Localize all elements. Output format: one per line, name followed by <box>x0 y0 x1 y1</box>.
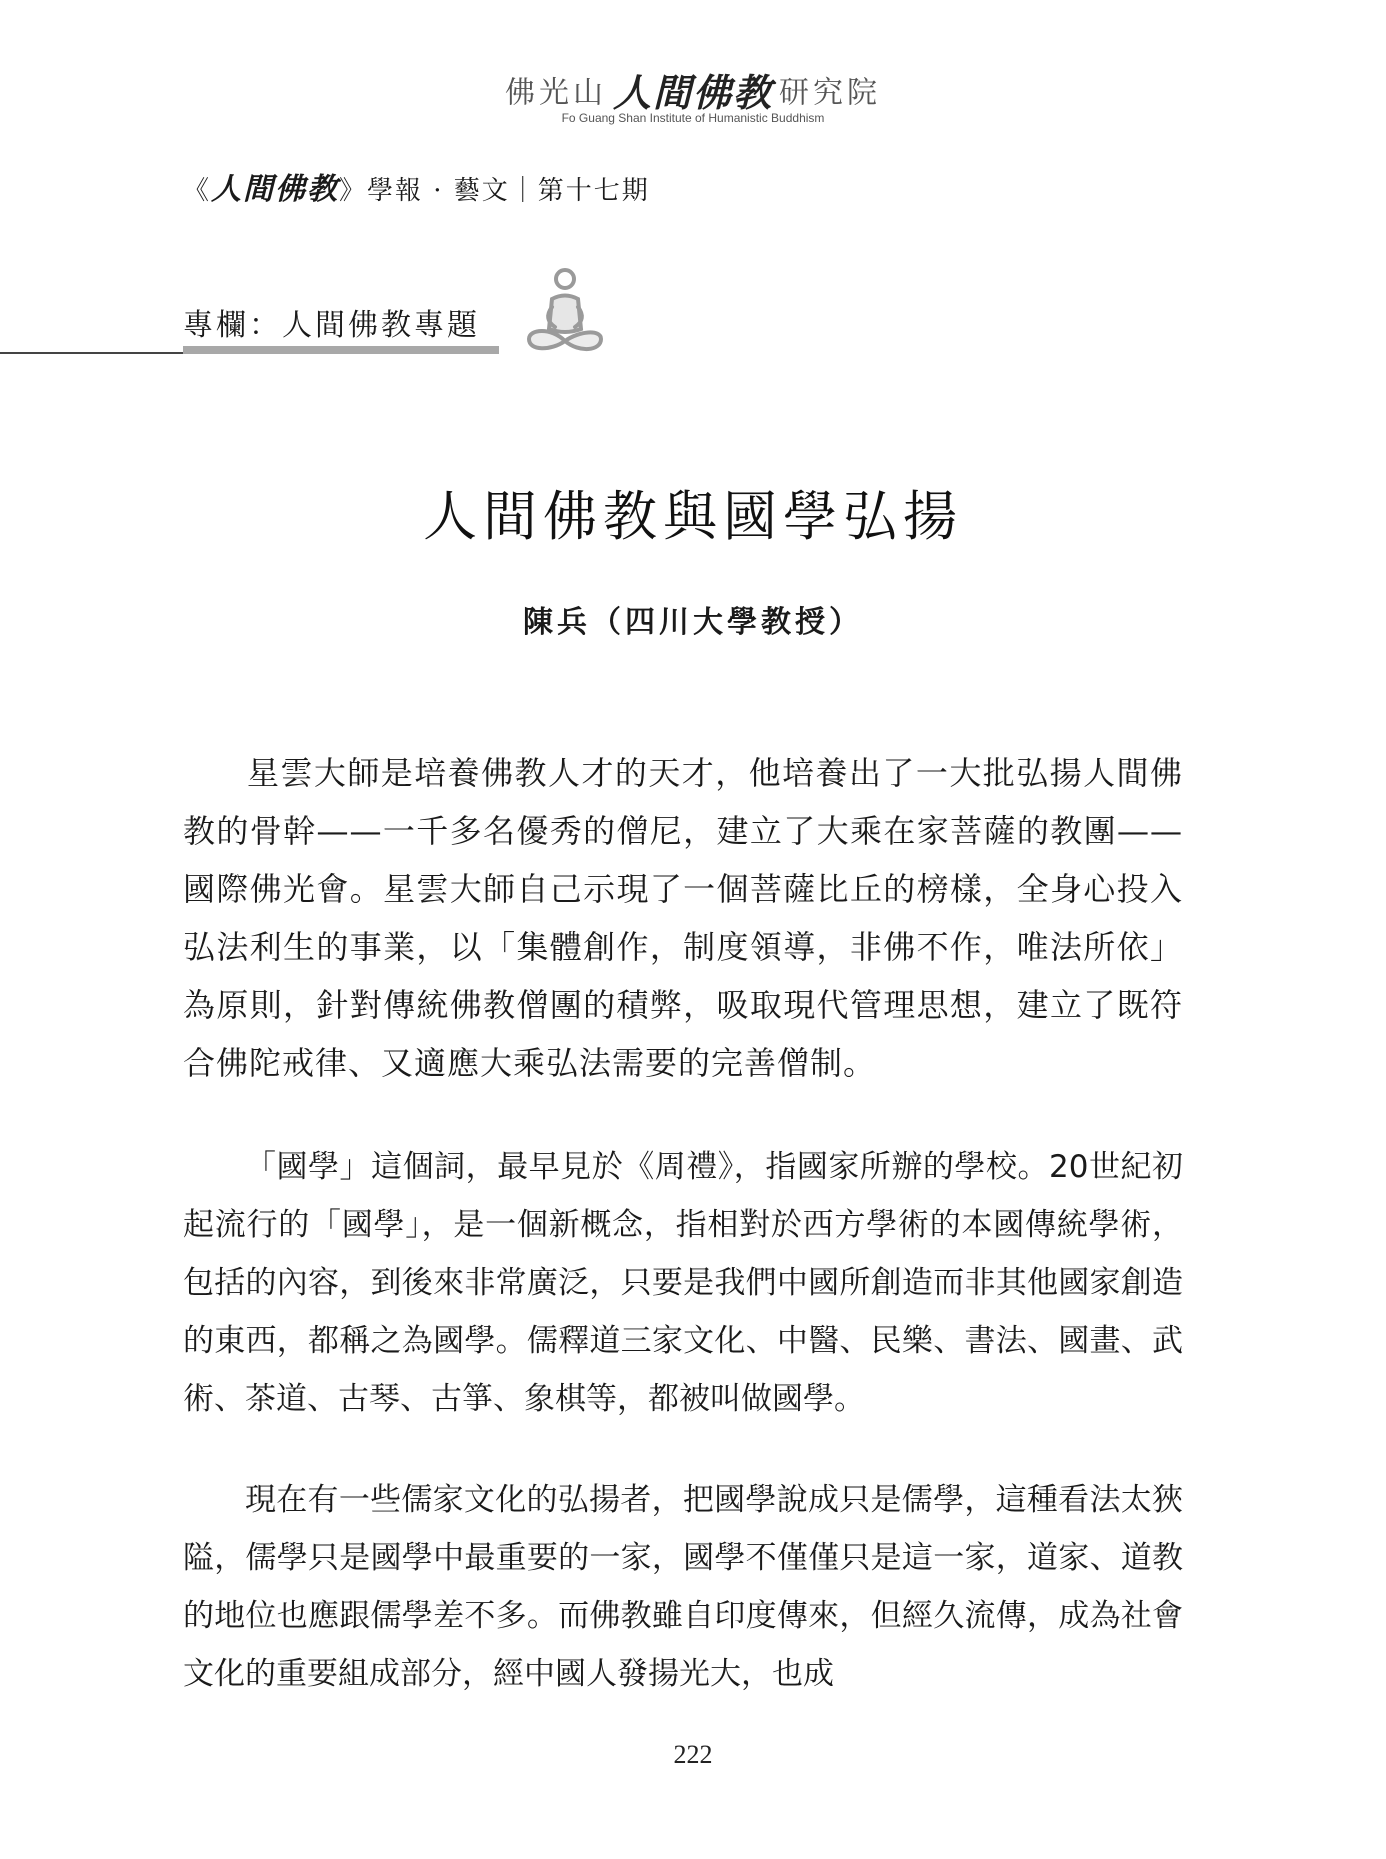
column-divider-line <box>0 352 185 354</box>
body-paragraph: 「國學」這個詞，最早見於《周禮》，指國家所辦的學校。20世紀初起流行的「國學」，是一個新概念，指相對於西方學術的本國傳統學術，包括的內容，到後來非常廣泛，只要是我們中國所創造而非其他國家創造的東西，都稱之為國學。儒釋道三家文化、中醫、民樂、書法、國畫、武術、茶道、古琴、古箏、象棋等，都被叫做國學。 <box>183 1149 1183 1417</box>
body-paragraph: 星雲大師是培養佛教人才的天才，他培養出了一大批弘揚人間佛教的骨幹——一千多名優秀的僧尼，建立了大乘在家菩薩的教團——國際佛光會。星雲大師自己示現了一個菩薩比丘的榜樣，全身心投入弘法利生的事業，以「集體創作，制度領導，非佛不作，唯法所依」為原則，針對傳統佛教僧團的積弊，吸取現代管理思想，建立了既符合佛陀戒律、又適應大乘弘法需要的完善僧制。 <box>183 754 1183 1082</box>
article-author: 陳兵（四川大學教授） <box>523 605 863 640</box>
journal-header <box>183 164 650 208</box>
article-title: 人間佛教與國學弘揚 <box>423 485 963 548</box>
page-number: 222 <box>673 1740 713 1769</box>
institute-name-right: 研究院 <box>779 75 881 111</box>
institute-name-left: 佛光山 <box>504 75 607 111</box>
column-underline-bar <box>183 346 499 354</box>
body-paragraph: 現在有一些儒家文化的弘揚者，把國學說成只是儒學，這種看法太狹隘，儒學只是國學中最重要的一家，國學不僅僅只是這一家，道家、道教的地位也應跟儒學差不多。而佛教雖自印度傳來，但經久流傳，成為社會文化的重要組成部分，經中國人發揚光大，也成 <box>183 1482 1183 1692</box>
meditating-figure-icon <box>515 265 615 365</box>
institute-header <box>0 62 1386 117</box>
journal-brand-calligraphy: 人間佛教 <box>211 172 340 207</box>
journal-issue-text: 》學報 · 藝文｜第十七期 <box>339 176 650 206</box>
institute-english-name: Fo Guang Shan Institute of Humanistic Buddhism <box>561 111 825 125</box>
journal-open-bracket: 《 <box>183 176 212 206</box>
column-label: 專欄：人間佛教專題 <box>183 308 480 343</box>
institute-brand-calligraphy: 人間佛教 <box>612 70 773 115</box>
